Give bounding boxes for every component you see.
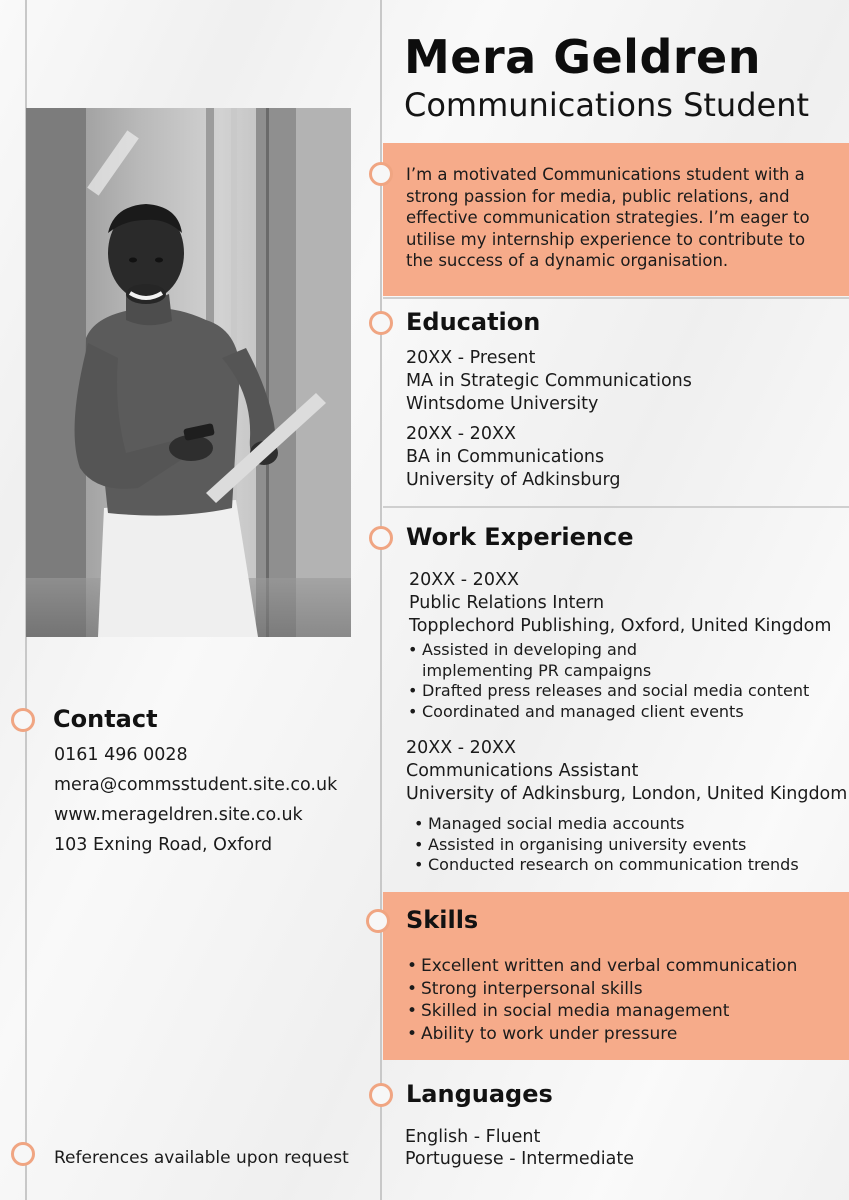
job-duty: • Managed social media accounts (412, 814, 799, 835)
divider (383, 297, 849, 299)
job-duty: • Conducted research on communication trends (412, 855, 799, 876)
language-item: Portuguese - Intermediate (405, 1149, 634, 1169)
job-dates: 20XX - 20XX (409, 570, 519, 590)
references-note: References available upon request (54, 1148, 349, 1168)
language-item: English - Fluent (405, 1127, 541, 1147)
references-circle-icon (11, 1142, 35, 1166)
portrait-photo (26, 108, 351, 637)
job-entry (409, 569, 831, 638)
job-entry (406, 737, 847, 806)
job-duty: • Assisted in organising university events (412, 835, 799, 856)
job-duties (412, 814, 799, 876)
education-dates: 20XX - Present (406, 348, 536, 368)
skills-circle-icon (366, 909, 390, 933)
skills-list (405, 955, 797, 1045)
contact-heading: Contact (53, 705, 158, 733)
job-duty: • Drafted press releases and social media content (406, 681, 751, 702)
job-company: Topplechord Publishing, Oxford, United Kingdom (409, 616, 832, 636)
skill-item: • Skilled in social media management (405, 1000, 797, 1023)
summary-circle-icon (369, 162, 393, 186)
work-heading: Work Experience (406, 523, 634, 551)
skill-item: • Strong interpersonal skills (405, 978, 797, 1001)
job-position: Public Relations Intern (409, 593, 605, 613)
skill-item: • Excellent written and verbal communication (405, 955, 797, 978)
languages-list (405, 1126, 634, 1170)
languages-circle-icon (369, 1083, 393, 1107)
education-dates: 20XX - 20XX (406, 424, 516, 444)
contact-circle-icon (11, 708, 35, 732)
skills-heading: Skills (406, 906, 479, 934)
skill-item: • Ability to work under pressure (405, 1023, 797, 1046)
contact-website[interactable]: www.merageldren.site.co.uk (54, 805, 303, 825)
education-heading: Education (406, 308, 541, 336)
job-duty: • Coordinated and managed client events (406, 702, 751, 723)
summary-text: I’m a motivated Communications student with a strong passion for media, public relations, and effective communication strategies. I’m eager to utilise my internship experience to contribute to the success of a dynamic organisation. (406, 165, 810, 271)
education-degree: BA in Communications (406, 447, 605, 467)
job-duties (406, 640, 810, 722)
job-dates: 20XX - 20XX (406, 738, 516, 758)
divider (383, 506, 849, 508)
education-circle-icon (369, 311, 393, 335)
languages-heading: Languages (406, 1080, 553, 1108)
contact-email[interactable]: mera@commsstudent.site.co.uk (54, 775, 338, 795)
education-school: Wintsdome University (406, 394, 599, 414)
education-entry (406, 347, 692, 416)
contact-address: 103 Exning Road, Oxford (54, 835, 273, 855)
education-degree: MA in Strategic Communications (406, 371, 692, 391)
job-position: Communications Assistant (406, 761, 639, 781)
contact-phone[interactable]: 0161 496 0028 (54, 745, 188, 765)
job-duty: • Assisted in developing and implementing PR campaigns (406, 640, 751, 681)
resume-role: Communications Student (404, 86, 810, 124)
education-entry (406, 423, 620, 492)
work-circle-icon (369, 526, 393, 550)
education-school: University of Adkinsburg (406, 470, 621, 490)
job-company: University of Adkinsburg, London, United Kingdom (406, 784, 848, 804)
resume-name: Mera Geldren (404, 30, 761, 84)
